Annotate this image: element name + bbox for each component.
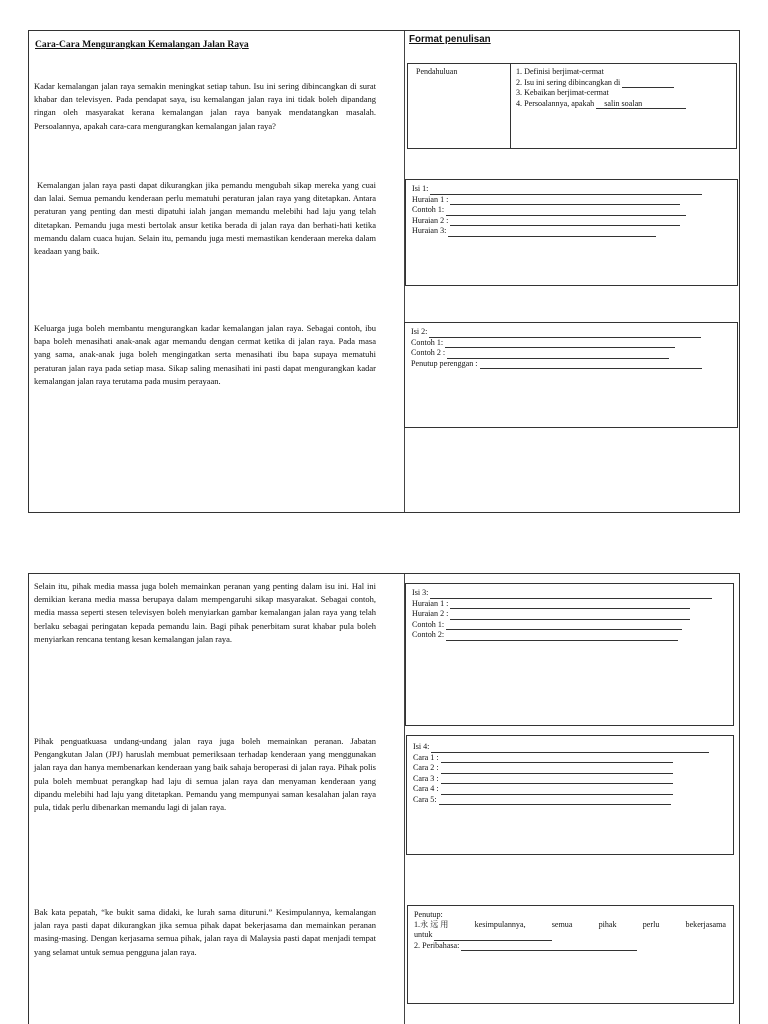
cara-1-line: Cara 1 : <box>413 753 733 764</box>
contoh-1-line: Contoh 1: <box>411 338 737 349</box>
worksheet-page-1 <box>28 30 740 513</box>
essay-paragraph-isi-3: Selain itu, pihak media massa juga boleh memainkan peranan yang penting dalam isu ini. Hal ini demikian kerana media massa berupaya dalam mempengaruhi sikap masyarakat. Sebagai contoh, media massa seperti stesen televisyen boleh menyiarkan gambar kemalangan jalan raya yang telah berlaku sebagai peringatan kepada pemandu lain. Bagi pihak penerbitam surat khabar pula boleh menyiarkan rencana tentang kesan kemalangan jalan raya. <box>34 581 376 644</box>
essay-paragraph-isi-1: Kemalangan jalan raya pasti dapat dikurangkan jika pemandu mengubah sikap mereka yang cuai dan lalai. Semua pemandu kenderaan perlu mematuhi peraturan jalan raya yang ditetapkan. Antara peraturan yang penting dan mesti dipatuhi ialah jangan memandu melebihi had laju yang telah ditetapkan. Pemandu juga mesti bertolak ansur ketika berada di jalan raya dan berhati-hati ketika memandu dalam cuaca hujan. Selain itu, pemandu juga mesti memastikan kenderaan mereka dalam keadaan yang baik. <box>34 180 376 257</box>
cara-5-line: Cara 5: <box>413 795 733 806</box>
cara-2-line: Cara 2 : <box>413 763 733 774</box>
penutup-label: Penutup: <box>414 910 443 919</box>
isi-3-box <box>405 583 734 726</box>
isi-1-line: Isi 1: <box>412 184 737 195</box>
huraian-1-line: Huraian 1 : <box>412 195 737 206</box>
huraian-3-line: Huraian 3: <box>412 226 737 237</box>
essay-paragraph-penutup: Bak kata pepatah, “ke bukit sama didaki, ke lurah sama dituruni.” Kesimpulannya, kemalangan jalan raya pasti dapat dikurangkan jika semua pihak dapat bekerjasama dan memainkan peranan masing-masing. Dengan kerjasama semua pihak, jalan raya di Malaysia pasti dapat menjadi tempat yang selamat untuk semua pengguna jalan raya. <box>34 907 376 957</box>
isi-4-line: Isi 4: <box>413 742 733 753</box>
pendahuluan-box <box>407 63 737 149</box>
isi-2-line: Isi 2: <box>411 327 737 338</box>
isi-3-line: Isi 3: <box>412 588 733 599</box>
contoh-2-line: Contoh 2 : <box>411 348 737 359</box>
contoh-1-line: Contoh 1: <box>412 205 737 216</box>
worksheet-page-2 <box>28 573 740 1024</box>
pendahuluan-label: Pendahuluan <box>416 67 458 76</box>
isi-2-box <box>404 322 738 428</box>
huraian-2-line: Huraian 2 : <box>412 216 737 227</box>
essay-paragraph-introduction: Kadar kemalangan jalan raya semakin meningkat setiap tahun. Isu ini sering dibincangkan di surat khabar dan televisyen. Pada pendapat saya, isu kemalangan jalan raya ini tidak boleh dipandang ringan oleh masyarakat kerana kemalangan jalan raya banyak mendatangkan masalah. Persoalannya, apakah cara-cara mengurangkan kemalangan jalan raya? <box>34 81 376 131</box>
pendahuluan-items <box>516 67 686 109</box>
essay-paragraph-isi-4: Pihak penguatkuasa undang-undang jalan raya juga boleh memainkan peranan. Jabatan Pengangkutan Jalan (JPJ) haruslah membuat pemeriksaan terhadap kenderaan yang menggunakan jalan raya dan hanya membenarkan kenderaan yang baik sahaja beroperasi di jalan raya. Pihak polis pula boleh membuat perangkap had laju di semua jalan raya dan menyaman kenderaan yang dipandu melebihi had laju yang ditetapkan. Pemandu yang mempunyai saman kesalahan jalan raya pula, tidak perlu dibenarkan memandu lagi di jalan raya. <box>34 736 376 813</box>
penutup-line-2: untuk <box>414 930 727 941</box>
format-title: Format penulisan <box>409 34 491 45</box>
pendahuluan-label-cell <box>408 64 511 148</box>
pendahuluan-item: 4. Persoalannya, apakah salin soalan <box>516 99 686 110</box>
contoh-1-line: Contoh 1: <box>412 620 733 631</box>
huraian-2-line: Huraian 2 : <box>412 609 733 620</box>
penutup-perenggan-line: Penutup perenggan : <box>411 359 737 370</box>
cara-4-line: Cara 4 : <box>413 784 733 795</box>
contoh-2-line: Contoh 2: <box>412 630 733 641</box>
essay-title: Cara-Cara Mengurangkan Kemalangan Jalan Raya <box>35 39 249 50</box>
penutup-box <box>407 905 734 1004</box>
isi-1-box <box>405 179 738 286</box>
pendahuluan-item: 1. Definisi berjimat-cermat <box>516 67 604 76</box>
huraian-1-line: Huraian 1 : <box>412 599 733 610</box>
peribahasa-line: 2. Peribahasa: <box>414 941 727 952</box>
essay-paragraph-isi-2: Keluarga juga boleh membantu mengurangkan kadar kemalangan jalan raya. Sebagai contoh, ibu bapa boleh menasihati anak-anak agar memandu dengan cermat ketika di jalan raya. Pada masa yang sama, anak-anak juga boleh mengingatkan serta menasihati ibu bapa supaya mematuhi peraturan jalan raya pada setiap masa. Sikap saling menasihati ini pasti dapat mengurangkan kadar kemalangan jalan raya terutama pada musim perayaan. <box>34 323 376 386</box>
penutup-line-1: 1.永 远 用 kesimpulannya, semua pihak perlu bekerjasama <box>414 920 726 929</box>
cara-3-line: Cara 3 : <box>413 774 733 785</box>
isi-4-box <box>406 735 734 855</box>
pendahuluan-item: 2. Isu ini sering dibincangkan di <box>516 78 686 89</box>
pendahuluan-item: 3. Kebaikan berjimat-cermat <box>516 88 609 97</box>
